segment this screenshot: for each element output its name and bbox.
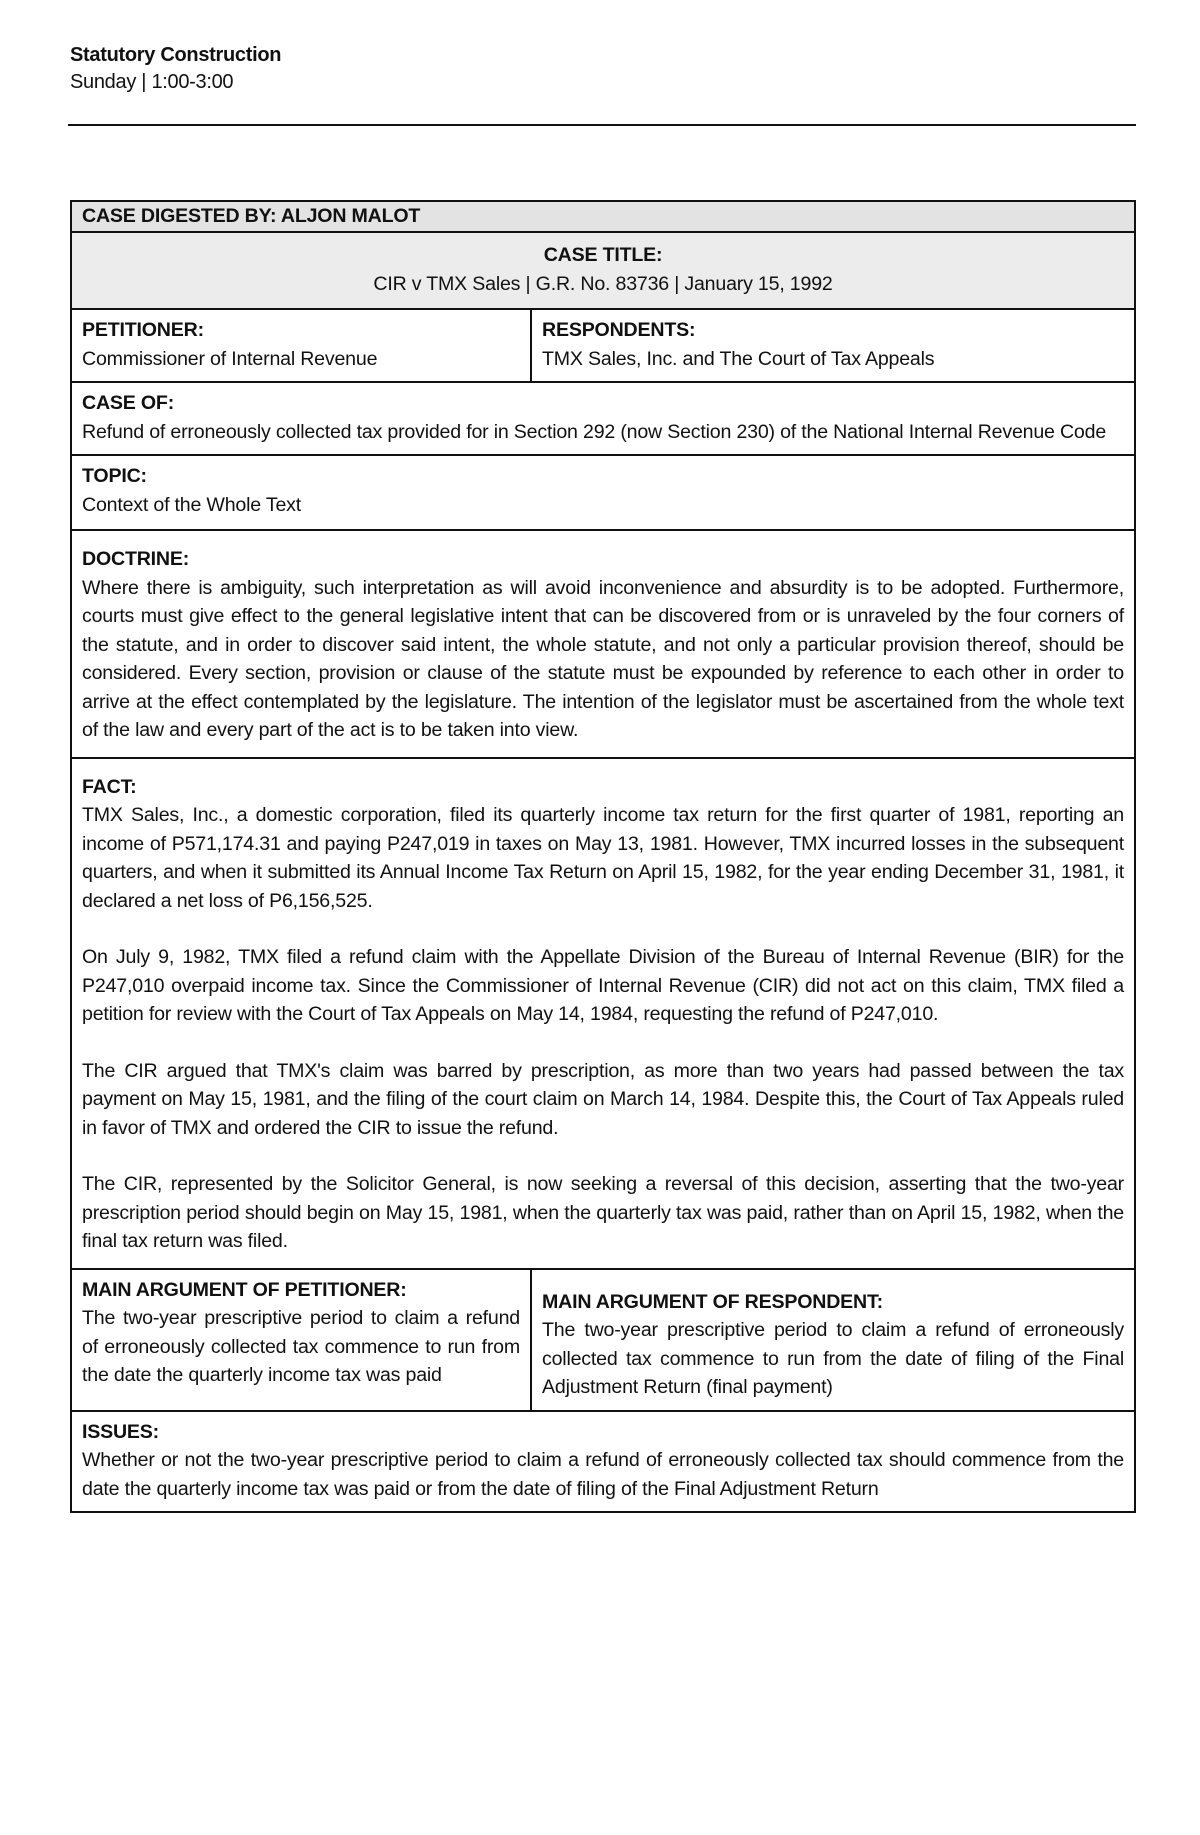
case-digest-table	[70, 200, 1136, 1513]
doctrine-row	[72, 529, 1134, 757]
case-title-value: CIR v TMX Sales | G.R. No. 83736 | January 15, 1992	[373, 272, 833, 295]
course-schedule: Sunday | 1:00-3:00	[70, 71, 234, 93]
issues-text: Whether or not the two-year prescriptive period to claim a refund of erroneously collected tax should commence from the date the quarterly income tax was paid or from the date of filing of the Final Adjustment Return	[82, 1449, 1124, 1500]
fact-paragraph: TMX Sales, Inc., a domestic corporation, filed its quarterly income tax return for the first quarter of 1981, reporting an income of P571,174.31 and paying P247,019 in taxes on May 13, 1981. However, TMX incurred losses in the subsequent quarters, and when it submitted its Annual Income Tax Return on April 15, 1982, for the year ending December 31, 1981, it declared a net loss of P6,156,525.	[82, 804, 1124, 912]
case-title-label: CASE TITLE:	[543, 244, 663, 266]
fact-row	[72, 757, 1134, 1268]
parties-row	[72, 308, 1134, 381]
petitioner-argument-text: The two-year prescriptive period to claim a refund of erroneously collected tax commence to run from the date the quarterly income tax was paid	[82, 1307, 520, 1386]
course-title: Statutory Construction	[70, 44, 282, 66]
petitioner-label: PETITIONER:	[82, 319, 204, 341]
topic-value: Context of the Whole Text	[82, 493, 301, 516]
fact-paragraph: On July 9, 1982, TMX filed a refund claim with the Appellate Division of the Bureau of Internal Revenue (BIR) for the P247,010 overpaid income tax. Since the Commissioner of Internal Revenue (CIR) did not act on this claim, TMX filed a petition for review with the Court of Tax Appeals on May 14, 1984, requesting the refund of P247,010.	[82, 946, 1124, 1025]
issues-label: ISSUES:	[82, 1420, 159, 1443]
respondents-cell	[532, 310, 1134, 381]
fact-paragraph: The CIR, represented by the Solicitor General, is now seeking a reversal of this decision, asserting that the two-year prescription period should begin on May 15, 1981, when the quarterly tax was paid, rather than on April 15, 1982, when the final tax return was filed.	[82, 1173, 1124, 1252]
case-of-label: CASE OF:	[82, 392, 175, 414]
petitioner-argument-cell	[72, 1270, 532, 1410]
case-of-row	[72, 381, 1134, 454]
topic-row	[72, 454, 1134, 529]
header-divider	[68, 124, 1136, 126]
case-of-value: Refund of erroneously collected tax provided for in Section 292 (now Section 230) of the National Internal Revenue Code	[82, 420, 1107, 443]
petitioner-value: Commissioner of Internal Revenue	[82, 347, 378, 370]
petitioner-argument-label: MAIN ARGUMENT OF PETITIONER:	[82, 1278, 407, 1301]
doctrine-text: Where there is ambiguity, such interpretation as will avoid inconvenience and absurdity is to be adopted. Furthermore, courts must give effect to the general legislative intent that can be discovered from or is unraveled by the four corners of the statute, and in order to discover said intent, the whole statute, and not only a particular provision thereof, should be considered. Every section, provision or clause of the statute must be expounded by reference to each other in order to arrive at the effect contemplated by the legislature. The intention of the legislator must be ascertained from the whole text of the law and every part of the act is to be taken into view.	[82, 576, 1124, 741]
fact-label: FACT:	[82, 775, 137, 798]
issues-row	[72, 1410, 1134, 1512]
respondent-argument-label: MAIN ARGUMENT OF RESPONDENT:	[542, 1290, 883, 1313]
digested-by-row: CASE DIGESTED BY: ALJON MALOT	[72, 202, 1134, 231]
respondent-argument-text: The two-year prescriptive period to claim a refund of erroneously collected tax commence to run from the date of filing of the Final Adjustment Return (final payment)	[542, 1319, 1124, 1398]
petitioner-cell	[72, 310, 532, 381]
doctrine-label: DOCTRINE:	[82, 548, 190, 570]
case-title-row	[72, 231, 1134, 308]
fact-paragraph: The CIR argued that TMX's claim was barred by prescription, as more than two years had passed between the tax payment on May 15, 1981, and the filing of the court claim on March 14, 1984. Despite this, the Court of Tax Appeals ruled in favor of TMX and ordered the CIR to issue the refund.	[82, 1059, 1124, 1139]
arguments-row	[72, 1268, 1134, 1410]
page-header	[70, 42, 1136, 96]
respondents-label: RESPONDENTS:	[542, 319, 696, 341]
respondent-argument-cell	[532, 1270, 1134, 1410]
respondents-value: TMX Sales, Inc. and The Court of Tax Appeals	[542, 347, 935, 370]
topic-label: TOPIC:	[82, 465, 147, 487]
